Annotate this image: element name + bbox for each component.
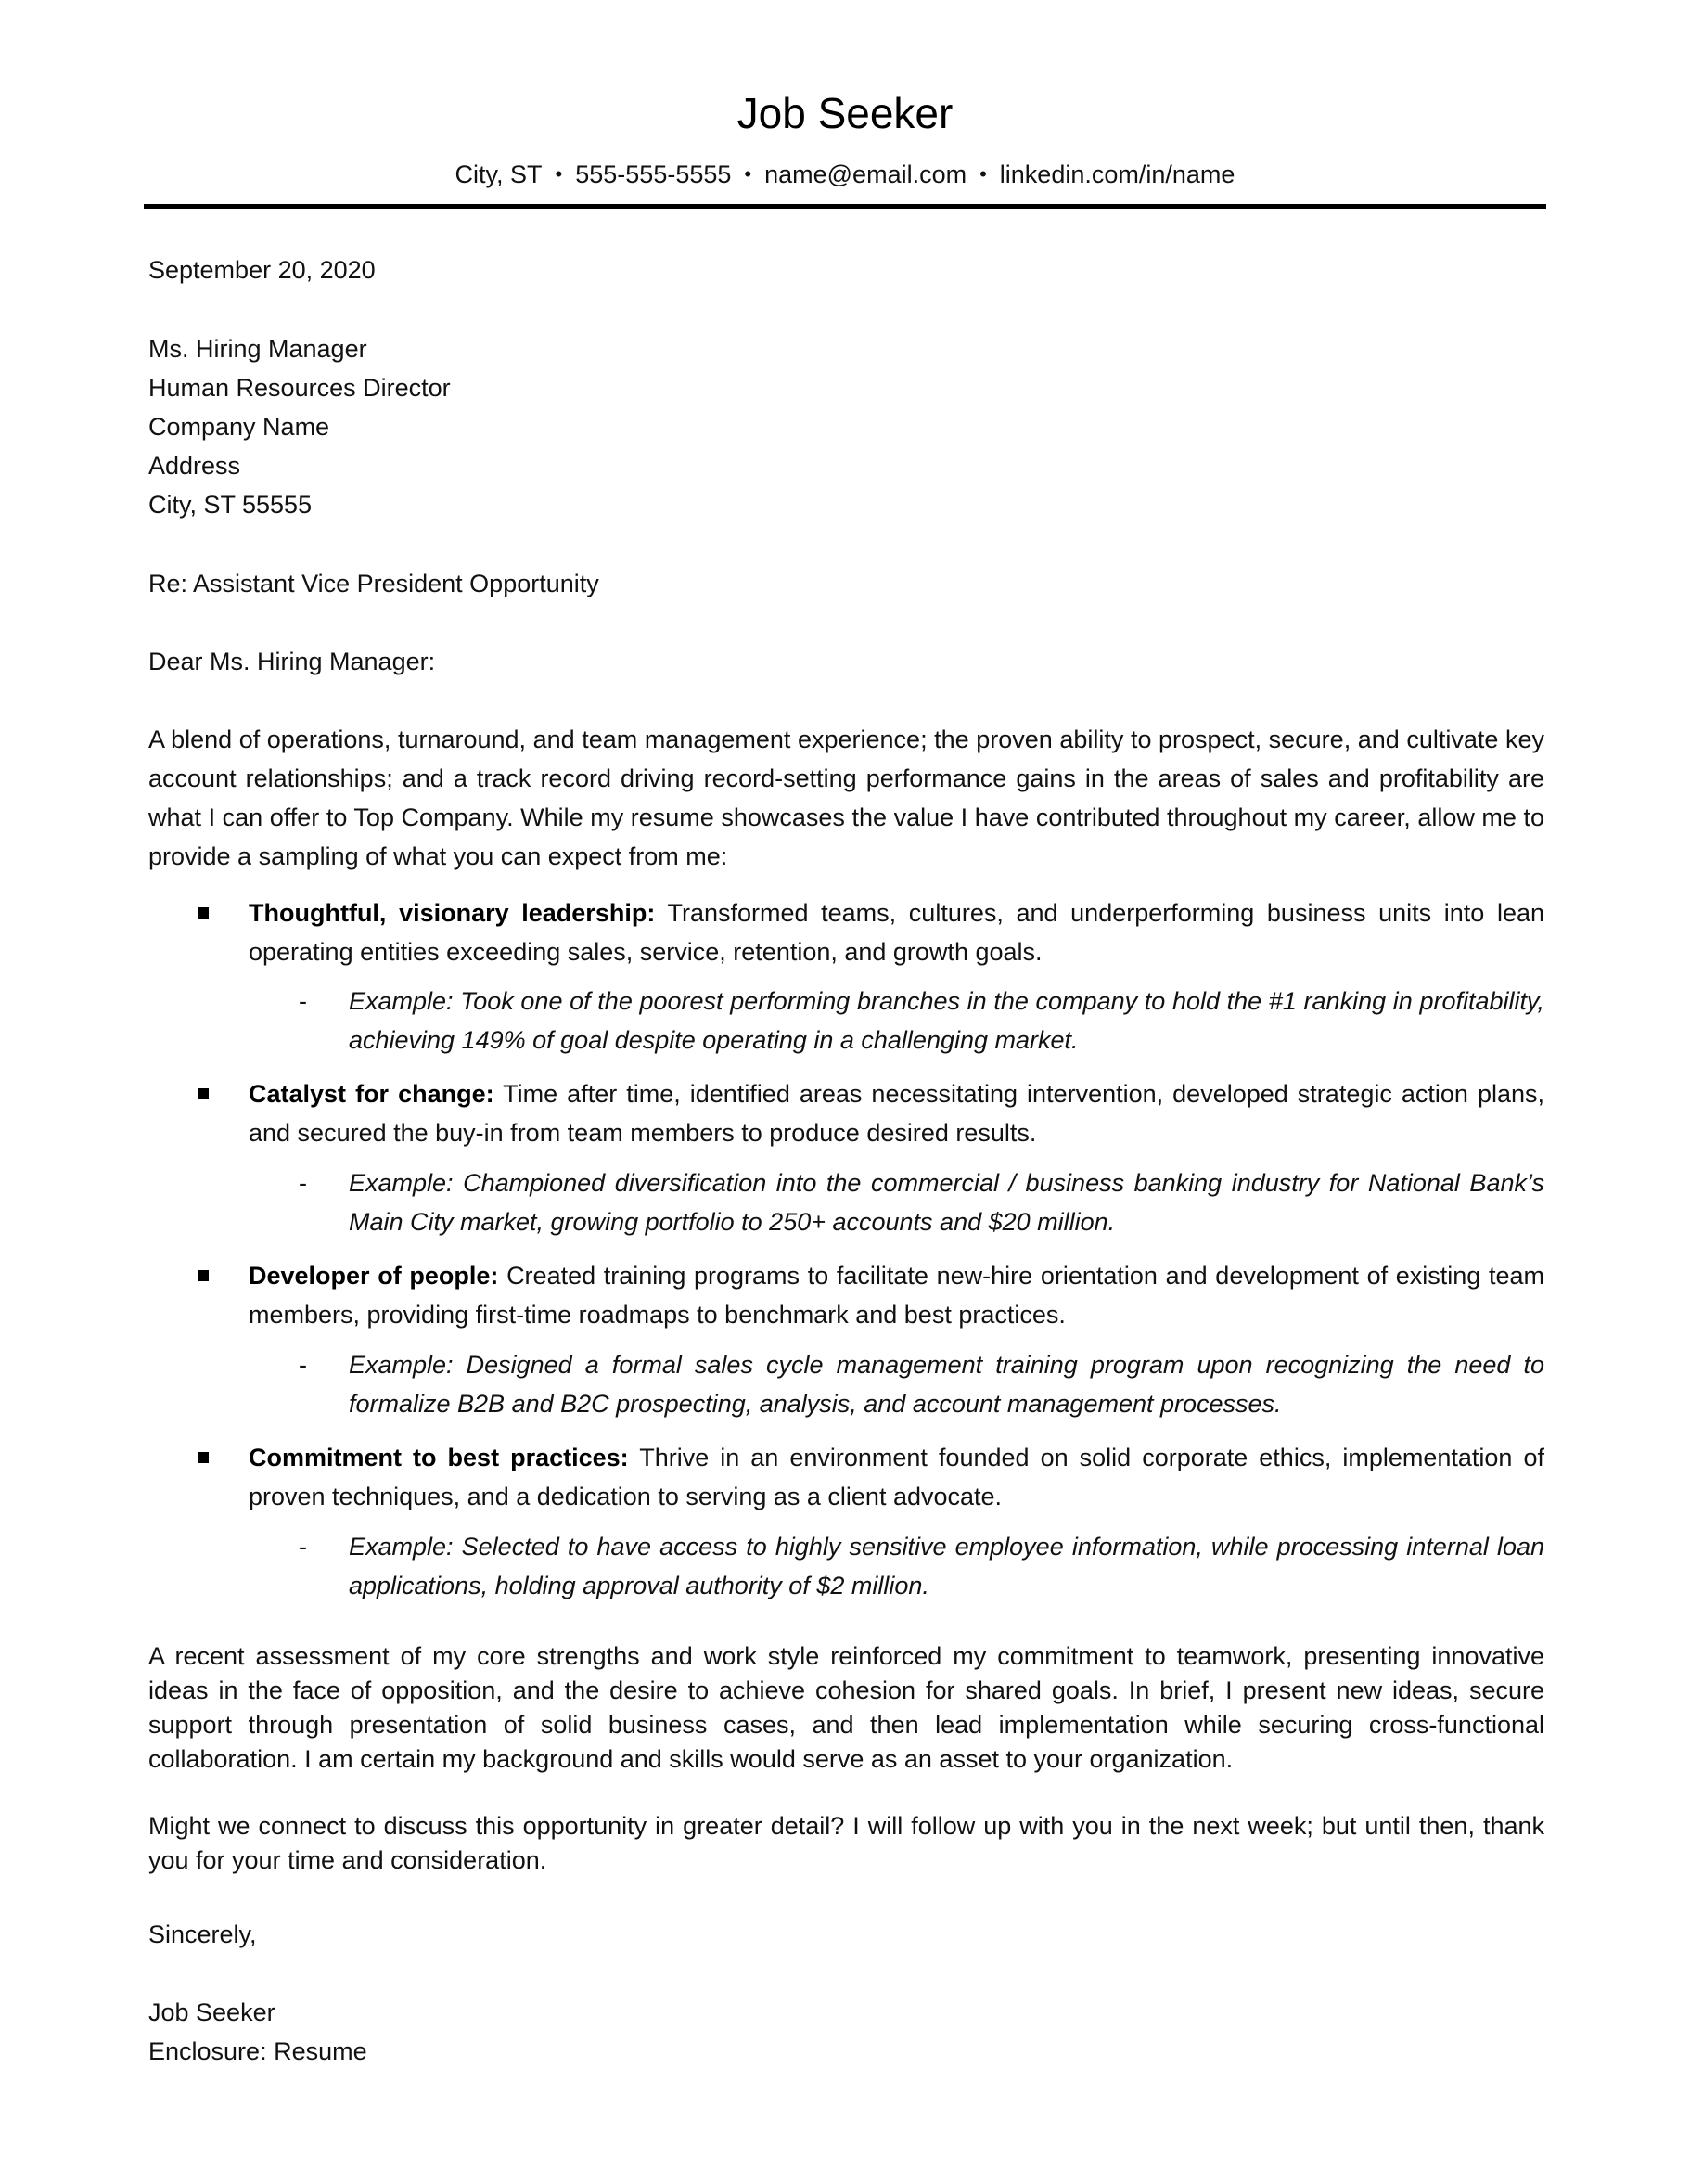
bullet-heading: Developer of people: (249, 1262, 499, 1290)
bullet-text: Created training programs to facilitate new-hire orientation and development of existing team members, providing first-time roadmaps to benchmark and best practices. (249, 1262, 1544, 1329)
bullet-example: Example: Selected to have access to highly sensitive employee information, while processing internal loan applications, holding approval authority of $2 million. (349, 1533, 1544, 1599)
dash-marker: - (299, 1533, 307, 1561)
signature-name: Job Seeker (148, 1998, 275, 2026)
bullet-item (249, 893, 1544, 971)
signature-block (148, 1993, 1544, 2071)
bullet-text: Thrive in an environment founded on solid corporate ethics, implementation of proven techniques, and a dedication to serving as a client advocate. (249, 1444, 1544, 1510)
recipient-name: Ms. Hiring Manager (148, 335, 367, 363)
bullet-item (249, 1438, 1544, 1516)
bullet-item (249, 1256, 1544, 1334)
intro-paragraph: A blend of operations, turnaround, and team management experience; the proven ability to prospect, secure, and cultivate key account relationships; and a track record driving record-setting performance gains in the areas of sales and profitability are what I can offer to Top Company. While my resume showcases the value I have contributed throughout my career, allow me to provide a sampling of what you can expect from me: (148, 726, 1544, 870)
body-paragraph-2: A recent assessment of my core strengths and work style reinforced my commitment to teamwork, presenting innovative ideas in the face of opposition, and the desire to achieve cohesion for shared goals. In brief, I present new ideas, secure support through presentation of solid business cases, and then lead implementation while securing cross-functional collaboration. I am certain my background and skills would serve as an asset to your organization. (148, 1642, 1544, 1773)
bullet-heading: Catalyst for change: (249, 1080, 494, 1108)
bullet-item (249, 1074, 1544, 1152)
separator-bullet: • (555, 162, 563, 186)
contact-phone: 555-555-5555 (575, 161, 732, 188)
square-bullet-icon (198, 907, 209, 919)
bullet-text: Transformed teams, cultures, and underperforming business units into lean operating entities exceeding sales, service, retention, and growth goals. (249, 899, 1544, 966)
contact-linkedin: linkedin.com/in/name (999, 161, 1235, 188)
contact-email: name@email.com (764, 161, 967, 188)
bullet-heading: Commitment to best practices: (249, 1444, 629, 1471)
square-bullet-icon (198, 1270, 209, 1281)
bullet-example: Example: Championed diversification into the commercial / business banking industry for National Bank’s Main City market, growing portfolio to 250+ accounts and $20 million. (349, 1169, 1544, 1236)
bullet-example: Example: Designed a formal sales cycle management training program upon recognizing the need to formalize B2B and B2C prospecting, analysis, and account management processes. (349, 1351, 1544, 1418)
recipient-title: Human Resources Director (148, 374, 451, 402)
contact-line (0, 156, 1690, 193)
recipient-address: Address (148, 452, 241, 480)
salutation: Dear Ms. Hiring Manager: (148, 648, 436, 675)
square-bullet-icon (198, 1452, 209, 1463)
separator-bullet: • (744, 162, 752, 186)
separator-bullet: • (979, 162, 987, 186)
recipient-company: Company Name (148, 413, 330, 441)
body-paragraph-3: Might we connect to discuss this opportunity in greater detail? I will follow up with you in the next week; but until then, thank you for your time and consideration. (148, 1812, 1544, 1874)
enclosure-note: Enclosure: Resume (148, 2037, 367, 2065)
letter-date: September 20, 2020 (148, 256, 376, 284)
dash-marker: - (299, 1169, 307, 1197)
dash-marker: - (299, 987, 307, 1015)
square-bullet-icon (198, 1088, 209, 1099)
recipient-block (148, 329, 1544, 524)
applicant-name: Job Seeker (736, 89, 954, 137)
bullet-text: Time after time, identified areas necessitating intervention, developed strategic action plans, and secured the buy-in from team members to produce desired results. (249, 1080, 1544, 1147)
recipient-city: City, ST 55555 (148, 491, 313, 519)
contact-city: City, ST (455, 161, 543, 188)
bullet-example: Example: Took one of the poorest performing branches in the company to hold the #1 ranking in profitability, achieving 149% of goal despite operating in a challenging market. (349, 987, 1544, 1054)
dash-marker: - (299, 1351, 307, 1379)
signoff: Sincerely, (148, 1921, 257, 1948)
re-line: Re: Assistant Vice President Opportunity (148, 570, 599, 597)
header-divider (144, 204, 1546, 209)
bullet-heading: Thoughtful, visionary leadership: (249, 899, 656, 927)
